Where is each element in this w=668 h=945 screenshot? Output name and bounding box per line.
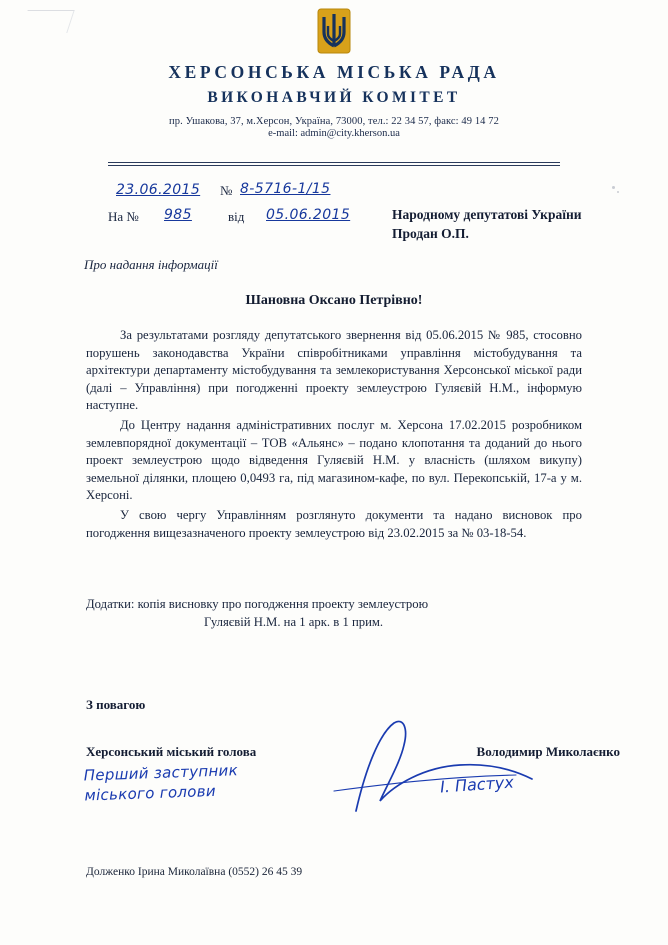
handwritten-signature-icon xyxy=(320,715,570,815)
signatory-position: Херсонський міський голова xyxy=(86,744,257,759)
handwritten-position-note xyxy=(83,756,344,805)
body-paragraph: За результатами розгляду депутатського звернення від 05.06.2015 № 985, стосовно порушень законодавства України співробітниками управління містобудування та архітектури департаменту містобудування та землекористування Херсонської міської ради (далі – Управління) при погодженні проекту землеустрою Гуляєвій Н.М., інформую наступне. xyxy=(86,328,582,413)
letterhead xyxy=(0,62,668,139)
organization-address: пр. Ушакова, 37, м.Херсон, Україна, 73000, тел.: 22 34 57, факс: 49 14 72 xyxy=(169,116,499,127)
reference-incoming-row xyxy=(108,205,408,230)
addressee-line2: Продан О.П. xyxy=(392,226,469,241)
organization-name-line1: ХЕРСОНСЬКА МІСЬКА РАДА xyxy=(168,62,500,82)
paper-speck xyxy=(617,191,619,193)
salutation: Шановна Оксано Петрівно! xyxy=(245,293,423,308)
signatory-name: Володимир Миколаєнко xyxy=(476,744,620,759)
subject-line: Про надання інформації xyxy=(84,257,218,272)
reference-block xyxy=(108,180,408,230)
addressee-block xyxy=(392,205,652,243)
attachments-block xyxy=(86,596,582,631)
body-paragraph: У свою чергу Управлінням розглянуто документи та надано висновок про погодження вищезазначеного проекту землеустрою від 23.02.2015 за № 03-18-54. xyxy=(86,507,582,540)
attachments-line2: Гуляєвій Н.М. на 1 арк. в 1 прим. xyxy=(204,614,384,629)
header-divider xyxy=(108,162,560,163)
executor-contact: Долженко Ірина Миколаївна (0552) 26 45 39 xyxy=(86,866,303,878)
outgoing-number-handwritten: 8-5716-1/15 xyxy=(240,181,331,197)
closing-line: З повагою xyxy=(86,697,146,712)
outgoing-date-handwritten: 23.06.2015 xyxy=(116,182,201,198)
handwritten-position-line2: міського голови xyxy=(84,781,217,805)
paper-speck xyxy=(612,186,615,189)
attachments-line1: копія висновку про погодження проекту землеустрою xyxy=(137,597,429,611)
incoming-date-label: від xyxy=(228,209,245,224)
organization-email: e-mail: admin@city.kherson.ua xyxy=(268,128,400,139)
incoming-number-label: На № xyxy=(108,209,139,224)
handwritten-signature-name: І. Пастух xyxy=(439,772,515,797)
attachments-label: Додатки: xyxy=(86,597,135,611)
letter-body xyxy=(86,327,582,544)
reference-outgoing-row xyxy=(108,180,408,205)
paper-fold-mark xyxy=(20,10,74,33)
ukraine-trident-emblem-icon xyxy=(314,8,354,60)
body-paragraph: До Центру надання адміністративних послуг м. Херсона 17.02.2015 розробником землевпорядної документації – ТОВ «Альянс» – подано клопотання та доданий до нього проект землеустрою щодо відведення Гуляєвій Н.М. у власність (шляхом викупу) земельної ділянки, площею 0,0493 га, під магазином-кафе, по вул. Перекопській, 17-а у м. Херсоні. xyxy=(86,417,582,503)
header-divider-secondary xyxy=(108,165,560,166)
addressee-line1: Народному депутатові України xyxy=(392,207,582,222)
handwritten-position-line1: Перший заступник xyxy=(83,761,239,785)
incoming-number-handwritten: 985 xyxy=(164,207,192,223)
organization-name-line2: ВИКОНАВЧИЙ КОМІТЕТ xyxy=(207,89,461,106)
number-symbol: № xyxy=(220,183,233,198)
incoming-date-handwritten: 05.06.2015 xyxy=(266,207,351,223)
